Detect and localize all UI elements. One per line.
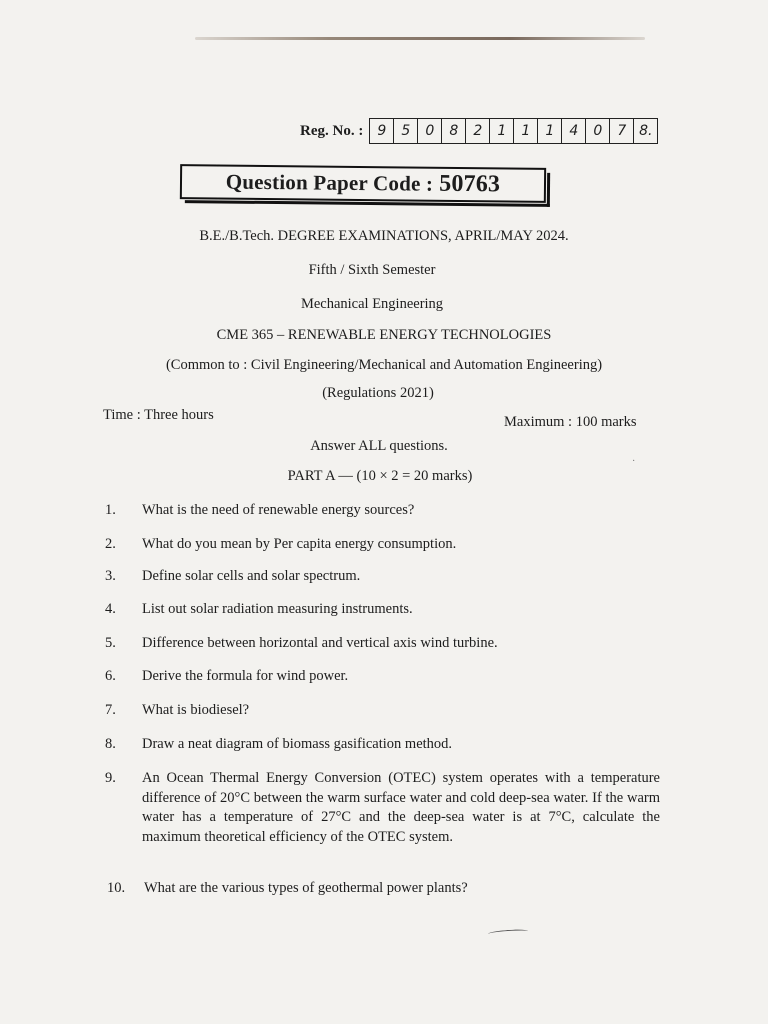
question-item	[105, 567, 642, 587]
reg-digit: 8	[442, 119, 466, 143]
question-number: 1.	[105, 502, 116, 518]
reg-digit: 7	[610, 119, 634, 143]
question-item	[105, 634, 642, 654]
question-number: 3.	[105, 568, 116, 584]
stray-mark: ·	[632, 456, 636, 467]
reg-digit: 5	[394, 119, 418, 143]
reg-digit: 9	[370, 119, 394, 143]
code-label: Question Paper Code :	[225, 169, 434, 196]
question-text: An Ocean Thermal Energy Conversion (OTEC) system operates with a temperature difference of 20°C between the warm surface water and cold deep-sea water. If the warm water has a temperature of 27°C and the deep-sea water is at 7°C, calculate the maximum theoretical efficiency of the OTEC system.	[142, 770, 660, 845]
question-number: 10.	[107, 880, 126, 896]
question-number: 2.	[105, 536, 116, 552]
question-text: What are the various types of geothermal power plants?	[144, 880, 468, 896]
question-number: 6.	[105, 668, 116, 684]
reg-no-label: Reg. No. :	[300, 122, 364, 139]
question-item	[105, 735, 642, 755]
question-item	[105, 667, 642, 687]
question-item	[105, 600, 642, 620]
scan-edge-mark	[195, 37, 645, 40]
question-paper-code	[180, 164, 546, 203]
exam-title: B.E./B.Tech. DEGREE EXAMINATIONS, APRIL/MAY 2024.	[199, 228, 569, 244]
reg-digit: 1	[514, 119, 538, 143]
reg-digit: 1	[538, 119, 562, 143]
semester: Fifth / Sixth Semester	[308, 262, 436, 278]
question-number: 4.	[105, 601, 116, 617]
maximum-marks: Maximum : 100 marks	[504, 414, 637, 430]
reg-digit: 2	[466, 119, 490, 143]
regulations: (Regulations 2021)	[322, 385, 434, 401]
instruction: Answer ALL questions.	[310, 438, 448, 454]
question-text: Draw a neat diagram of biomass gasification method.	[142, 736, 453, 752]
common-to: (Common to : Civil Engineering/Mechanical and Automation Engineering)	[165, 357, 603, 373]
course-title: CME 365 – RENEWABLE ENERGY TECHNOLOGIES	[216, 327, 552, 343]
question-item	[105, 769, 660, 847]
question-item	[105, 535, 642, 555]
question-number: 9.	[105, 770, 116, 786]
reg-digit: 0	[418, 119, 442, 143]
department: Mechanical Engineering	[300, 296, 444, 312]
question-text: List out solar radiation measuring instruments.	[142, 601, 413, 617]
question-number: 5.	[105, 635, 116, 651]
question-text: What is biodiesel?	[142, 702, 250, 718]
question-item	[105, 501, 642, 521]
question-number: 7.	[105, 702, 116, 718]
code-value: 50763	[439, 170, 501, 198]
part-heading: PART A — (10 × 2 = 20 marks)	[287, 468, 473, 484]
reg-digit-boxes	[369, 118, 658, 144]
reg-digit: 8.	[639, 123, 653, 139]
reg-digit: 1	[490, 119, 514, 143]
question-text: Difference between horizontal and vertical axis wind turbine.	[142, 635, 498, 651]
pen-mark	[488, 929, 528, 937]
registration-number	[300, 117, 658, 145]
question-text: Derive the formula for wind power.	[142, 668, 349, 684]
question-item	[105, 701, 642, 721]
question-number: 8.	[105, 736, 116, 752]
reg-digit: 4	[562, 119, 586, 143]
reg-digit: 0	[586, 119, 610, 143]
question-text: What is the need of renewable energy sources?	[142, 502, 415, 518]
time-allowed: Time : Three hours	[103, 407, 214, 423]
question-text: Define solar cells and solar spectrum.	[142, 568, 361, 584]
question-item	[107, 879, 644, 899]
question-text: What do you mean by Per capita energy consumption.	[142, 536, 457, 552]
